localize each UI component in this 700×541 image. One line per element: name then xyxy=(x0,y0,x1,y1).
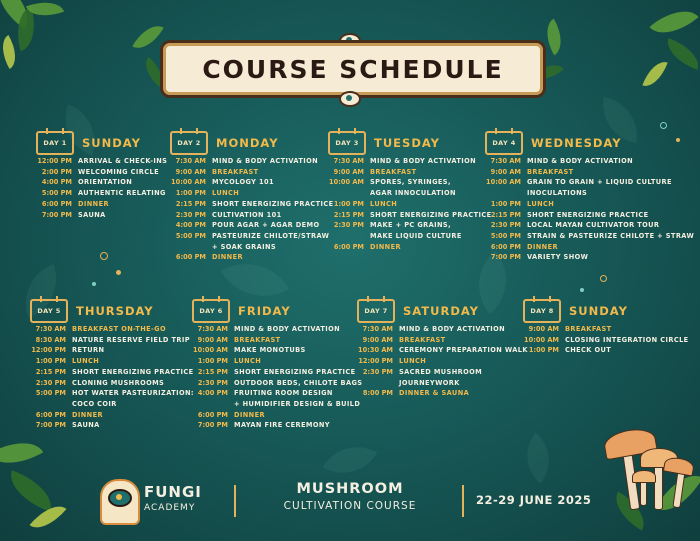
schedule-activity: LUNCH xyxy=(370,199,398,208)
schedule-time: 5:00 PM xyxy=(175,231,206,240)
schedule-activity: CULTIVATION 101 xyxy=(212,210,282,219)
day-number: DAY 6 xyxy=(199,307,223,315)
schedule-time: 10:00 AM xyxy=(193,346,228,355)
schedule-activity: CLONING MUSHROOMS xyxy=(72,378,165,387)
schedule-row xyxy=(357,388,528,399)
schedule-time: 8:30 AM xyxy=(35,335,66,344)
schedule-activity: DINNER xyxy=(234,410,265,419)
schedule-activity: AGAR INNOCULATION xyxy=(370,189,456,198)
schedule-activity: MYCOLOGY 101 xyxy=(212,178,275,187)
schedule-activity: HOT WATER PASTEURIZATION: xyxy=(72,389,194,398)
leaf-decoration xyxy=(649,0,698,45)
schedule-row xyxy=(192,410,362,421)
day-block xyxy=(485,130,694,263)
schedule-time: 7:30 AM xyxy=(197,325,228,333)
schedule-activity: MIND & BODY ACTIVATION xyxy=(212,157,319,165)
day-header xyxy=(523,298,689,324)
schedule-activity: NATURE RESERVE FIELD TRIP xyxy=(72,335,190,344)
day-header xyxy=(357,298,528,324)
schedule-time: 2:15 PM xyxy=(35,367,66,376)
schedule-time: 1:00 PM xyxy=(197,357,228,366)
schedule-time: 7:30 AM xyxy=(333,157,364,165)
schedule-row xyxy=(485,167,694,178)
schedule-row xyxy=(485,199,694,210)
schedule-activity: COCO COIR xyxy=(72,399,117,408)
schedule-time xyxy=(170,242,206,253)
schedule-time: 1:00 PM xyxy=(528,346,559,355)
schedule-activity: BREAKFAST xyxy=(527,167,574,176)
schedule-row xyxy=(30,420,194,431)
schedule-activity: CHECK OUT xyxy=(565,346,612,355)
calendar-icon xyxy=(170,131,208,155)
schedule-row xyxy=(36,167,167,178)
schedule-activity: BREAKFAST xyxy=(399,335,446,344)
schedule-row xyxy=(328,242,492,253)
schedule-row xyxy=(357,335,528,346)
day-name: TUESDAY xyxy=(374,136,440,150)
schedule-activity: SHORT ENERGIZING PRACTICE xyxy=(527,210,649,219)
schedule-time: 7:00 PM xyxy=(490,253,521,262)
day-number: DAY 3 xyxy=(335,139,359,147)
day-block xyxy=(192,298,362,431)
day-name: WEDNESDAY xyxy=(531,136,622,150)
schedule-activity: ARRIVAL & CHECK-INS xyxy=(78,157,168,165)
schedule-row xyxy=(192,399,362,410)
brand-subtitle: ACADEMY xyxy=(144,503,196,513)
schedule-activity: SHORT ENERGIZING PRACTICE xyxy=(72,367,194,376)
schedule-activity: FRUITING ROOM DESIGN xyxy=(234,389,333,398)
schedule-row xyxy=(30,410,194,421)
schedule-activity: DINNER xyxy=(212,253,243,262)
schedule-row xyxy=(170,167,334,178)
day-block xyxy=(523,298,689,356)
schedule-time: 10:00 AM xyxy=(486,178,521,187)
schedule-activity: AUTHENTIC RELATING xyxy=(78,189,166,198)
schedule-time: 7:30 AM xyxy=(490,157,521,165)
day-block xyxy=(328,130,492,252)
schedule-activity: PASTEURIZE CHILOTE/STRAW xyxy=(212,231,330,240)
schedule-time: 4:00 PM xyxy=(175,221,206,230)
schedule-time: 9:00 AM xyxy=(175,167,206,176)
schedule-time: 2:30 PM xyxy=(490,221,521,230)
footer xyxy=(100,477,620,527)
schedule-activity: SACRED MUSHROOM xyxy=(399,367,483,376)
schedule-row xyxy=(170,252,334,263)
schedule-row xyxy=(192,420,362,431)
calendar-icon xyxy=(30,299,68,323)
schedule-time: 8:00 PM xyxy=(362,389,393,398)
schedule-row xyxy=(328,199,492,210)
day-block xyxy=(30,298,194,431)
schedule-row xyxy=(357,345,528,356)
schedule-row xyxy=(170,231,334,242)
schedule-activity: SHORT ENERGIZING PRACTICE xyxy=(234,367,356,376)
schedule-row xyxy=(328,220,492,231)
schedule-row xyxy=(485,156,694,167)
schedule-row xyxy=(328,167,492,178)
schedule-activity: DINNER xyxy=(72,410,103,419)
day-header xyxy=(485,130,694,156)
schedule-activity: + SOAK GRAINS xyxy=(212,242,277,251)
schedule-row xyxy=(192,378,362,389)
schedule-activity: ORIENTATION xyxy=(78,178,133,187)
schedule-row xyxy=(170,177,334,188)
schedule-row xyxy=(485,242,694,253)
schedule-activity: SHORT ENERGIZING PRACTICE xyxy=(212,199,334,208)
day-number: DAY 1 xyxy=(43,139,67,147)
divider xyxy=(462,485,464,517)
schedule-row xyxy=(36,177,167,188)
schedule-time: 5:00 PM xyxy=(41,189,72,198)
schedule-activity: LUNCH xyxy=(72,357,100,366)
schedule-activity: DINNER xyxy=(78,199,109,208)
schedule-activity: LUNCH xyxy=(212,189,240,198)
schedule-activity: WELCOMING CIRCLE xyxy=(78,167,159,176)
course-title: MUSHROOM xyxy=(296,481,404,497)
schedule-row xyxy=(485,220,694,231)
schedule-activity: RETURN xyxy=(72,346,105,355)
schedule-row xyxy=(170,210,334,221)
schedule-time: 2:30 PM xyxy=(175,210,206,219)
schedule-time: 6:00 PM xyxy=(35,410,66,419)
schedule-time: 7:00 PM xyxy=(41,210,72,219)
day-number: DAY 7 xyxy=(364,307,388,315)
schedule-time: 1:00 PM xyxy=(333,199,364,208)
day-name: SUNDAY xyxy=(569,304,628,318)
schedule-time: 9:00 AM xyxy=(362,335,393,344)
schedule-time: 2:15 PM xyxy=(197,367,228,376)
day-block xyxy=(357,298,528,399)
schedule-row xyxy=(192,367,362,378)
schedule-activity: MAKE + PC GRAINS, xyxy=(370,221,451,230)
schedule-row xyxy=(192,324,362,335)
schedule-row xyxy=(328,177,492,188)
schedule-time: 9:00 AM xyxy=(528,325,559,333)
schedule-activity: LOCAL MAYAN CULTIVATOR TOUR xyxy=(527,221,660,230)
schedule-time: 10:00 AM xyxy=(524,335,559,344)
schedule-row xyxy=(170,156,334,167)
schedule-activity: MAKE MONOTUBS xyxy=(234,346,306,355)
schedule-time: 7:30 AM xyxy=(35,325,66,333)
calendar-icon xyxy=(485,131,523,155)
schedule-time: 2:30 PM xyxy=(333,221,364,230)
schedule-time: 10:00 AM xyxy=(329,178,364,187)
day-header xyxy=(30,298,194,324)
schedule-row xyxy=(36,199,167,210)
schedule-time: 10:00 AM xyxy=(171,178,206,187)
schedule-row xyxy=(30,378,194,389)
day-name: SATURDAY xyxy=(403,304,480,318)
schedule-time xyxy=(192,399,228,410)
schedule-time: 1:00 PM xyxy=(35,357,66,366)
schedule-activity: BREAKFAST xyxy=(234,335,281,344)
schedule-activity: GRAIN TO GRAIN + LIQUID CULTURE xyxy=(527,178,672,187)
day-number: DAY 4 xyxy=(492,139,516,147)
day-name: MONDAY xyxy=(216,136,279,150)
schedule-time: 1:00 PM xyxy=(175,189,206,198)
schedule-row xyxy=(30,367,194,378)
day-block xyxy=(170,130,334,263)
schedule-time: 7:30 AM xyxy=(362,325,393,333)
schedule-row xyxy=(30,388,194,399)
schedule-row xyxy=(523,345,689,356)
leaf-decoration xyxy=(3,470,59,512)
schedule-time: 1:00 PM xyxy=(490,199,521,208)
schedule-row xyxy=(485,188,694,199)
brand-name: FUNGI xyxy=(144,483,202,501)
day-name: SUNDAY xyxy=(82,136,141,150)
schedule-activity: DINNER & SAUNA xyxy=(399,389,470,398)
day-block xyxy=(36,130,167,220)
calendar-icon xyxy=(357,299,395,323)
day-name: FRIDAY xyxy=(238,304,291,318)
schedule-row xyxy=(30,399,194,410)
schedule-activity: CEREMONY PREPARATION WALK xyxy=(399,346,528,355)
schedule-time: 5:00 PM xyxy=(35,389,66,398)
day-number: DAY 5 xyxy=(37,307,61,315)
day-header xyxy=(170,130,334,156)
schedule-time: 6:00 PM xyxy=(197,410,228,419)
day-number: DAY 8 xyxy=(530,307,554,315)
schedule-time xyxy=(328,231,364,242)
schedule-time: 9:00 AM xyxy=(333,167,364,176)
schedule-time: 2:15 PM xyxy=(175,199,206,208)
schedule-time: 2:30 PM xyxy=(362,367,393,376)
schedule-row xyxy=(485,231,694,242)
day-number: DAY 2 xyxy=(177,139,201,147)
schedule-row xyxy=(357,367,528,378)
day-header xyxy=(328,130,492,156)
day-header xyxy=(36,130,167,156)
schedule-time: 9:00 AM xyxy=(197,335,228,344)
schedule-time: 12:00 PM xyxy=(37,157,72,165)
schedule-time: 4:00 PM xyxy=(197,389,228,398)
calendar-icon xyxy=(36,131,74,155)
fungi-academy-logo xyxy=(100,479,140,525)
schedule-row xyxy=(170,220,334,231)
schedule-time: 2:15 PM xyxy=(333,210,364,219)
schedule-activity: LUNCH xyxy=(527,199,555,208)
schedule-row xyxy=(170,199,334,210)
schedule-time: 7:00 PM xyxy=(35,421,66,430)
schedule-activity: DINNER xyxy=(370,242,401,251)
schedule-row xyxy=(170,242,334,253)
schedule-activity: JOURNEYWORK xyxy=(399,378,460,387)
schedule-time: 2:00 PM xyxy=(41,167,72,176)
schedule-time: 6:00 PM xyxy=(333,242,364,251)
schedule-time: 6:00 PM xyxy=(490,242,521,251)
schedule-activity: POUR AGAR + AGAR DEMO xyxy=(212,221,320,230)
schedule-activity: BREAKFAST xyxy=(212,167,259,176)
schedule-activity: MAKE LIQUID CULTURE xyxy=(370,231,462,240)
schedule-time xyxy=(357,378,393,389)
schedule-time: 12:00 PM xyxy=(358,357,393,366)
schedule-row xyxy=(30,345,194,356)
schedule-row xyxy=(36,210,167,221)
schedule-row xyxy=(192,388,362,399)
schedule-row xyxy=(523,335,689,346)
schedule-row xyxy=(30,324,194,335)
schedule-row xyxy=(328,231,492,242)
calendar-icon xyxy=(328,131,366,155)
page-title: COURSE SCHEDULE xyxy=(202,54,504,84)
schedule-time xyxy=(328,188,364,199)
schedule-time: 2:15 PM xyxy=(490,210,521,219)
schedule-row xyxy=(328,210,492,221)
schedule-time: 2:30 PM xyxy=(197,378,228,387)
schedule-activity: SAUNA xyxy=(78,210,106,219)
schedule-row xyxy=(192,335,362,346)
schedule-time: 2:30 PM xyxy=(35,378,66,387)
schedule-activity: MIND & BODY ACTIVATION xyxy=(234,325,341,333)
schedule-time: 12:00 PM xyxy=(31,346,66,355)
leaf-decoration xyxy=(0,430,43,477)
schedule-time xyxy=(30,399,66,410)
schedule-time: 7:30 AM xyxy=(175,157,206,165)
eye-icon xyxy=(339,91,361,107)
schedule-row xyxy=(328,156,492,167)
schedule-activity: INOCULATIONS xyxy=(527,189,588,198)
schedule-time: 6:00 PM xyxy=(175,253,206,262)
schedule-time xyxy=(485,188,521,199)
schedule-activity: DINNER xyxy=(527,242,558,251)
schedule-activity: SHORT ENERGIZING PRACTICE xyxy=(370,210,492,219)
schedule-row xyxy=(192,345,362,356)
leaf-decoration xyxy=(642,57,667,91)
schedule-activity: BREAKFAST ON-THE-GO xyxy=(72,325,166,333)
schedule-row xyxy=(357,356,528,367)
course-subtitle: CULTIVATION COURSE xyxy=(283,500,417,512)
schedule-row xyxy=(357,324,528,335)
schedule-activity: BREAKFAST xyxy=(565,325,612,333)
schedule-activity: STRAIN & PASTEURIZE CHILOTE + STRAW xyxy=(527,231,695,240)
schedule-activity: BREAKFAST xyxy=(370,167,417,176)
schedule-time: 9:00 AM xyxy=(490,167,521,176)
course-dates: 22-29 JUNE 2025 xyxy=(476,493,592,507)
schedule-row xyxy=(30,335,194,346)
schedule-activity: MIND & BODY ACTIVATION xyxy=(399,325,506,333)
schedule-activity: CLOSING INTEGRATION CIRCLE xyxy=(565,335,689,344)
divider xyxy=(234,485,236,517)
schedule-row xyxy=(170,188,334,199)
schedule-row xyxy=(485,252,694,263)
schedule-activity: LUNCH xyxy=(399,357,427,366)
schedule-row xyxy=(485,210,694,221)
schedule-activity: MIND & BODY ACTIVATION xyxy=(527,157,634,165)
schedule-time: 10:30 AM xyxy=(358,346,393,355)
day-header xyxy=(192,298,362,324)
schedule-activity: MAYAN FIRE CEREMONY xyxy=(234,421,330,430)
day-name: THURSDAY xyxy=(76,304,154,318)
calendar-icon xyxy=(523,299,561,323)
schedule-activity: SPORES, SYRINGES, xyxy=(370,178,451,187)
leaf-decoration xyxy=(662,38,700,70)
schedule-time: 6:00 PM xyxy=(41,199,72,208)
schedule-row xyxy=(36,188,167,199)
schedule-activity: MIND & BODY ACTIVATION xyxy=(370,157,477,165)
schedule-time: 5:00 PM xyxy=(490,231,521,240)
schedule-row xyxy=(36,156,167,167)
schedule-activity: + HUMIDIFIER DESIGN & BUILD xyxy=(234,399,361,408)
schedule-activity: LUNCH xyxy=(234,357,262,366)
calendar-icon xyxy=(192,299,230,323)
schedule-row xyxy=(485,177,694,188)
schedule-activity: VARIETY SHOW xyxy=(527,253,589,262)
schedule-time: 7:00 PM xyxy=(197,421,228,430)
schedule-row xyxy=(523,324,689,335)
schedule-activity: OUTDOOR BEDS, CHILOTE BAGS xyxy=(234,378,363,387)
title-banner xyxy=(160,40,546,98)
schedule-row xyxy=(192,356,362,367)
schedule-row xyxy=(328,188,492,199)
schedule-row xyxy=(30,356,194,367)
schedule-activity: SAUNA xyxy=(72,421,100,430)
schedule-time: 4:00 PM xyxy=(41,178,72,187)
schedule-row xyxy=(357,378,528,389)
